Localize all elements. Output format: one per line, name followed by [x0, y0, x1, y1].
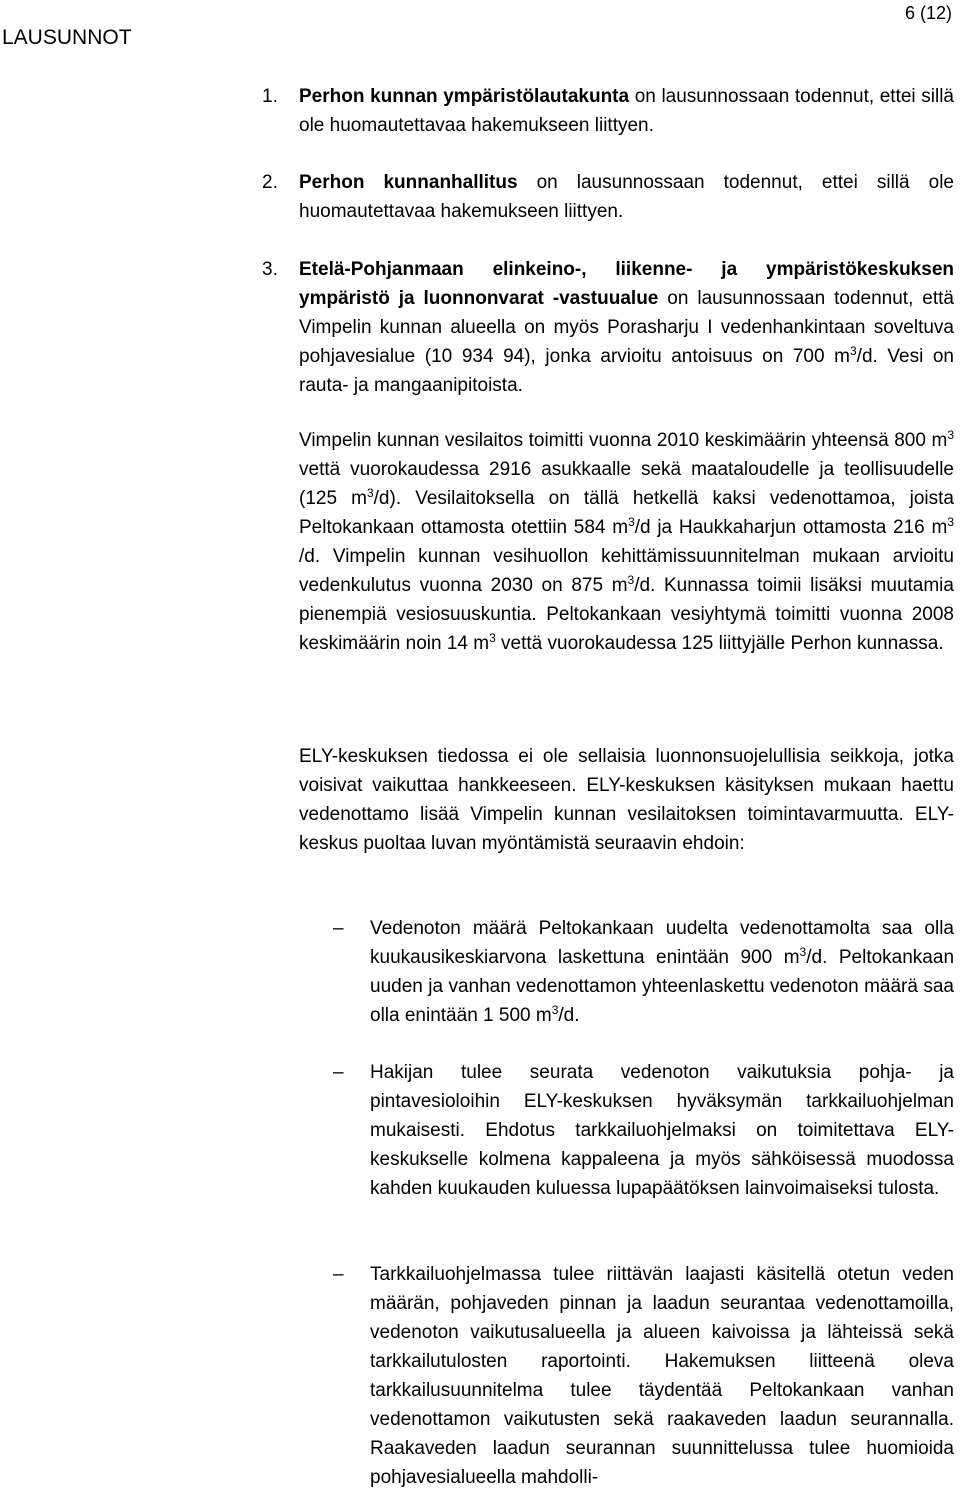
list-item-1 — [262, 82, 954, 140]
list-item-text: Perhon kunnanhallitus on lausunnossaan todennut, ettei sillä ole huomautettavaa hakemukseen liittyen. — [299, 172, 954, 222]
list-item-subject: Perhon kunnanhallitus — [299, 172, 518, 193]
bullet-text: Vedenoton määrä Peltokankaan uudelta vedenottamolta saa olla kuukausikeskiarvona laskettuna enintään 900 $m^3/d$. Peltokankaan uuden ja vanhan vedenottamon yhteenlaskettu vedenoton määrä saa olla enintään 1 500 $m^3/d$. — [370, 918, 955, 1026]
dash-marker: – — [333, 1264, 344, 1285]
list-number: 3. — [262, 259, 278, 280]
list-item-subject: Etelä-Pohjanmaan elinkeino-, liikenne- ja ympäristökeskuksen ympäristö ja luonnonvarat -vastuualue — [299, 259, 954, 309]
list-item-2 — [262, 168, 954, 226]
list-item-subject: Perhon kunnan ympäristölautakunta — [299, 86, 630, 107]
page-number: 6 (12) — [905, 3, 953, 23]
list-number: 2. — [262, 172, 278, 193]
bullet-text: Hakijan tulee seurata vedenoton vaikutuksia pohja- ja pintavesioloihin ELY-keskuksen hyväksymän tarkkailuohjelman mukaisesti. Ehdotus tarkkailuohjelmaksi on toimitettava ELY-keskukselle kolmena kappaleena ja myös sähköisessä muodossa kahden kuukauden kuluessa lupapäätöksen lainvoimaiseksi tulosta. — [370, 1062, 954, 1199]
list-item-3 — [262, 255, 954, 400]
dash-marker: – — [333, 1062, 344, 1083]
list-item-text: Perhon kunnan ympäristölautakunta on lausunnossaan todennut, ettei sillä ole huomautettavaa hakemukseen liittyen. — [299, 86, 954, 136]
header-title: LAUSUNNOT — [2, 26, 132, 49]
bullet-item-1 — [333, 914, 954, 1030]
bullet-item-3 — [333, 1260, 954, 1492]
bullet-item-2 — [333, 1058, 954, 1203]
list-item-text: Etelä-Pohjanmaan elinkeino-, liikenne- ja ympäristökeskuksen ympäristö ja luonnonvarat -vastuualue on lausunnossaan todennut, että Vimpelin kunnan alueella on myös Porasharju I vedenhankintaan soveltuva pohjavesialue (10 934 94), jonka arvioitu antoisuus on 700 $m^3/d$. Vesi on rauta- ja mangaanipitoista. — [299, 259, 954, 396]
paragraph-water-supply: Vimpelin kunnan vesilaitos toimitti vuonna 2010 keskimäärin yhteensä 800 $m^3$ vettä vuorokaudessa 2916 asukkaalle sekä maataloudelle ja teollisuudelle (125 $m^3/d$). Vesilaitoksella on tällä hetkellä kaksi vedenottamoa, joista Peltokankaan ottamosta otettiin 584 $m^3/d$ ja Haukkaharjun ottamosta 216 $m^3$ /d. Vimpelin kunnan vesihuollon kehittämissuunnitelman mukaan arvioitu vedenkulutus vuonna 2030 on 875 $m^3/d$. Kunnassa toimii lisäksi muutamia pienempiä vesiosuuskuntia. Peltokankaan vesiyhtymä toimitti vuonna 2008 keskimäärin noin 14 $m^3$ vettä vuorokaudessa 125 liittyjälle Perhon kunnassa. — [299, 428, 954, 654]
list-number: 1. — [262, 86, 278, 107]
dash-marker: – — [333, 918, 344, 939]
bullet-text: Tarkkailuohjelmassa tulee riittävän laajasti käsitellä otetun veden määrän, pohjaveden pinnan ja laadun seurantaa vedenottamoilla, vedenoton vaikutusalueella ja alueen kaivoissa ja lähteissä sekä tarkkailutulosten raportointi. Hakemuksen liitteenä oleva tarkkailusuunnitelma tulee täydentää Peltokankaan vanhan vedenottamon vaikutusten sekä raakaveden laadun seurannalla. Raakaveden laadun seurannan suunnittelussa tulee huomioida pohjavesialueella mahdolli- — [370, 1264, 954, 1488]
paragraph-ely-statement: ELY-keskuksen tiedossa ei ole sellaisia luonnonsuojelullisia seikkoja, jotka voisivat vaikuttaa hankkeeseen. ELY-keskuksen käsityksen mukaan haettu vedenottamo lisää Vimpelin kunnan vesilaitoksen toimintavarmuutta. ELY-keskus puoltaa luvan myöntämistä seuraavin ehdoin: — [299, 746, 954, 854]
